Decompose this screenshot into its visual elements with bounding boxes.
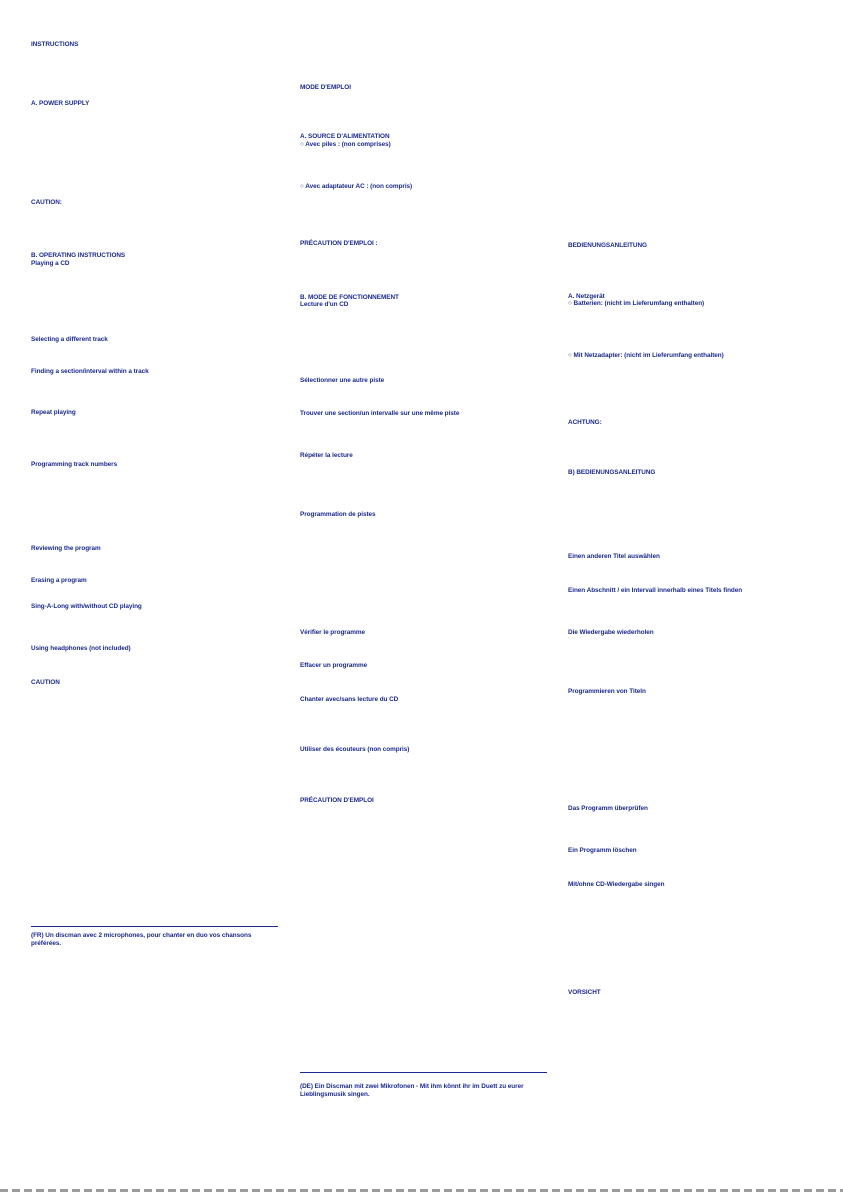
english-selecting-heading: Selecting a different track bbox=[31, 336, 108, 343]
french-effacer-heading: Effacer un programme bbox=[300, 662, 368, 669]
french-mode-heading: B. MODE DE FONCTIONNEMENT bbox=[300, 294, 399, 301]
german-programmieren-heading: Programmieren von Titeln bbox=[568, 688, 646, 695]
french-precaution2-heading: PRÉCAUTION D'EMPLOI bbox=[300, 797, 374, 804]
french-source-heading: A. SOURCE D'ALIMENTATION bbox=[300, 133, 390, 140]
german-batterien-item: ○ Batterien: (nicht im Lieferumfang enthalten) bbox=[568, 300, 705, 307]
english-playing-cd-heading: Playing a CD bbox=[31, 260, 70, 267]
english-caution-heading: CAUTION: bbox=[31, 199, 62, 206]
french-piles-item: ○ Avec piles : (non comprises) bbox=[300, 141, 391, 148]
english-power-supply-heading: A. POWER SUPPLY bbox=[31, 100, 90, 107]
french-adaptateur-item: ○ Avec adaptateur AC : (non compris) bbox=[300, 183, 413, 190]
german-ueberpruefen-heading: Das Programm überprüfen bbox=[568, 805, 648, 812]
french-trouver-heading: Trouver une section/un intervalle sur une même piste bbox=[300, 410, 460, 417]
german-wiederholen-heading: Die Wiedergabe wiederholen bbox=[568, 629, 654, 636]
english-finding-heading: Finding a section/interval within a track bbox=[31, 368, 149, 375]
english-programming-heading: Programming track numbers bbox=[31, 461, 118, 468]
german-singen-heading: Mit/ohne CD-Wiedergabe singen bbox=[568, 881, 665, 888]
german-title: BEDIENUNGSANLEITUNG bbox=[568, 242, 647, 249]
french-precaution-heading: PRÉCAUTION D'EMPLOI : bbox=[300, 240, 378, 247]
english-note-line2: préférées. bbox=[31, 940, 62, 947]
german-bedienung-heading: B) BEDIENUNGSANLEITUNG bbox=[568, 469, 656, 476]
german-netzgeraet-heading: A. Netzgerät bbox=[568, 293, 605, 300]
german-netzadapter-item: ○ Mit Netzadapter: (nicht im Lieferumfang enthalten) bbox=[568, 352, 724, 359]
french-programmation-heading: Programmation de pistes bbox=[300, 511, 376, 518]
english-singalong-heading: Sing-A-Long with/without CD playing bbox=[31, 603, 142, 610]
french-note-line1: (DE) Ein Discman mit zwei Mikrofonen - Mit ihm könnt ihr im Duett zu eurer bbox=[300, 1083, 524, 1090]
german-titel-auswaehlen-heading: Einen anderen Titel auswählen bbox=[568, 553, 660, 560]
french-verifier-heading: Vérifier le programme bbox=[300, 629, 366, 636]
french-lecture-heading: Lecture d'un CD bbox=[300, 301, 349, 308]
english-title: INSTRUCTIONS bbox=[31, 41, 79, 48]
french-selectionner-heading: Sélectionner une autre piste bbox=[300, 377, 385, 384]
french-chanter-heading: Chanter avec/sans lecture du CD bbox=[300, 696, 399, 703]
german-vorsicht-heading: VORSICHT bbox=[568, 989, 601, 996]
french-note-rule bbox=[300, 1072, 547, 1073]
german-abschnitt-heading: Einen Abschnitt / ein Intervall innerhalb eines Titels finden bbox=[568, 587, 743, 594]
english-note-line1: (FR) Un discman avec 2 microphones, pour chanter en duo vos chansons bbox=[31, 932, 252, 939]
german-achtung-heading: ACHTUNG: bbox=[568, 419, 602, 426]
english-note-rule bbox=[31, 926, 278, 927]
english-repeat-heading: Repeat playing bbox=[31, 409, 76, 416]
french-ecouteurs-heading: Utiliser des écouteurs (non compris) bbox=[300, 746, 410, 753]
english-reviewing-heading: Reviewing the program bbox=[31, 545, 101, 552]
english-caution2-heading: CAUTION bbox=[31, 679, 60, 686]
english-erasing-heading: Erasing a program bbox=[31, 577, 87, 584]
german-loeschen-heading: Ein Programm löschen bbox=[568, 847, 637, 854]
french-note-line2: Lieblingsmusik singen. bbox=[300, 1091, 370, 1098]
french-repeter-heading: Répéter la lecture bbox=[300, 452, 353, 459]
english-operating-heading: B. OPERATING INSTRUCTIONS bbox=[31, 252, 126, 259]
french-title: MODE D'EMPLOI bbox=[300, 84, 351, 91]
english-headphones-heading: Using headphones (not included) bbox=[31, 645, 131, 652]
